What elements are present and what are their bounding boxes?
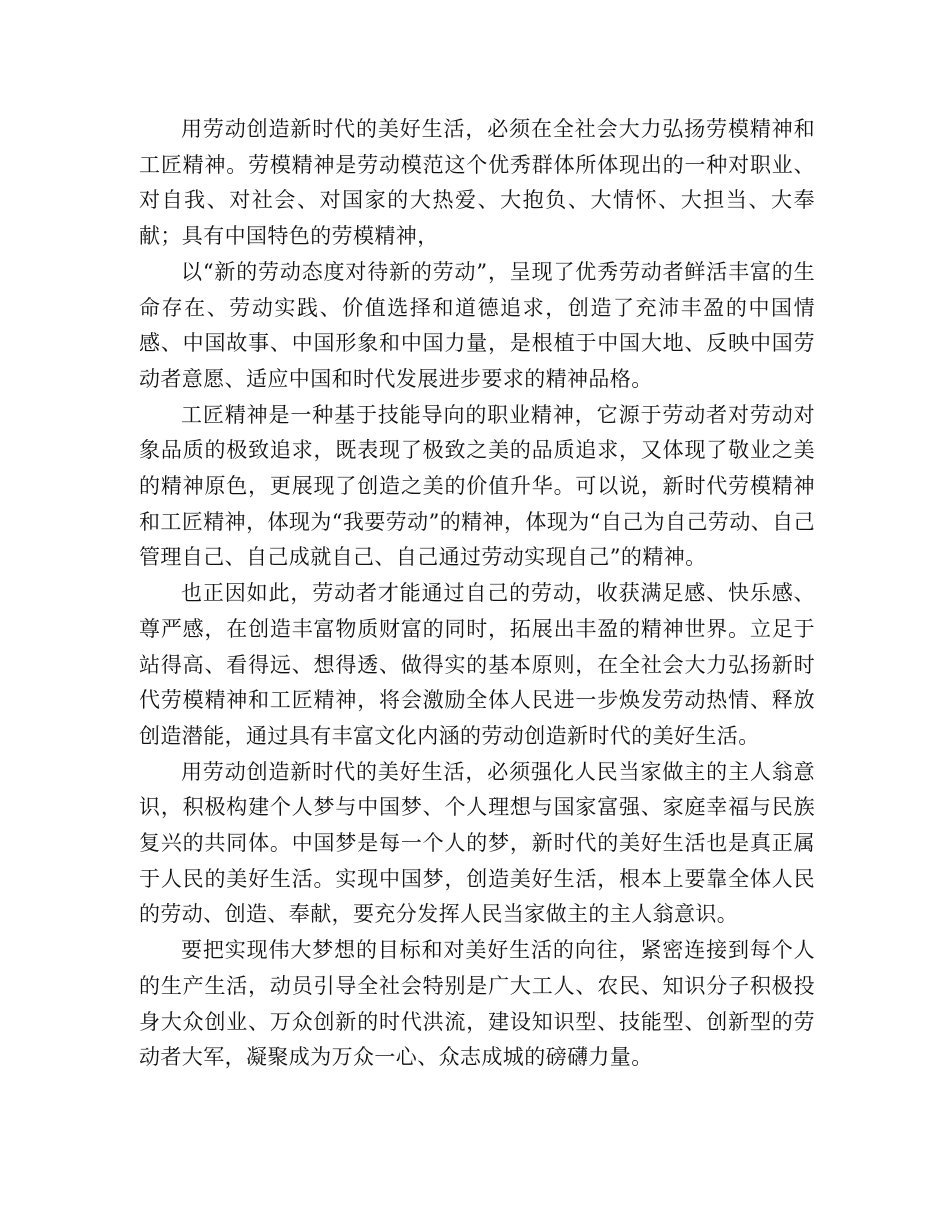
paragraph-6: 要把实现伟大梦想的目标和对美好生活的向往，紧密连接到每个人的生产生活，动员引导全社会特别是广大工人、农民、知识分子积极投身大众创业、万众创新的时代洪流，建设知识型、技能型、创新型的劳动者大军，凝聚成为万众一心、众志成城的磅礴力量。 — [139, 938, 815, 1070]
paragraph-1: 用劳动创造新时代的美好生活，必须在全社会大力弘扬劳模精神和工匠精神。劳模精神是劳动模范这个优秀群体所体现出的一种对职业、对自我、对社会、对国家的大热爱、大抱负、大情怀、大担当、大奉献；具有中国特色的劳模精神， — [139, 117, 815, 249]
paragraph-3: 工匠精神是一种基于技能导向的职业精神，它源于劳动者对劳动对象品质的极致追求，既表现了极致之美的品质追求，又体现了敬业之美的精神原色，更展现了创造之美的价值升华。可以说，新时代劳模精神和工匠精神，体现为“我要劳动”的精神，体现为“自己为自己劳动、自己管理自己、自己成就自己、自己通过劳动实现自己”的精神。 — [139, 402, 815, 570]
paragraph-5: 用劳动创造新时代的美好生活，必须强化人民当家做主的主人翁意识，积极构建个人梦与中国梦、个人理想与国家富强、家庭幸福与民族复兴的共同体。中国梦是每一个人的梦，新时代的美好生活也是真正属于人民的美好生活。实现中国梦，创造美好生活，根本上要靠全体人民的劳动、创造、奉献，要充分发挥人民当家做主的主人翁意识。 — [139, 759, 815, 927]
paragraph-2: 以“新的劳动态度对待新的劳动”，呈现了优秀劳动者鲜活丰富的生命存在、劳动实践、价值选择和道德追求，创造了充沛丰盈的中国情感、中国故事、中国形象和中国力量，是根植于中国大地、反映中国劳动者意愿、适应中国和时代发展进步要求的精神品格。 — [139, 259, 815, 391]
document-body — [139, 112, 815, 1076]
paragraph-4: 也正因如此，劳动者才能通过自己的劳动，收获满足感、快乐感、尊严感，在创造丰富物质财富的同时，拓展出丰盈的精神世界。立足于站得高、看得远、想得透、做得实的基本原则，在全社会大力弘扬新时代劳模精神和工匠精神，将会激励全体人民进一步焕发劳动热情、释放创造潜能，通过具有丰富文化内涵的劳动创造新时代的美好生活。 — [139, 581, 815, 748]
